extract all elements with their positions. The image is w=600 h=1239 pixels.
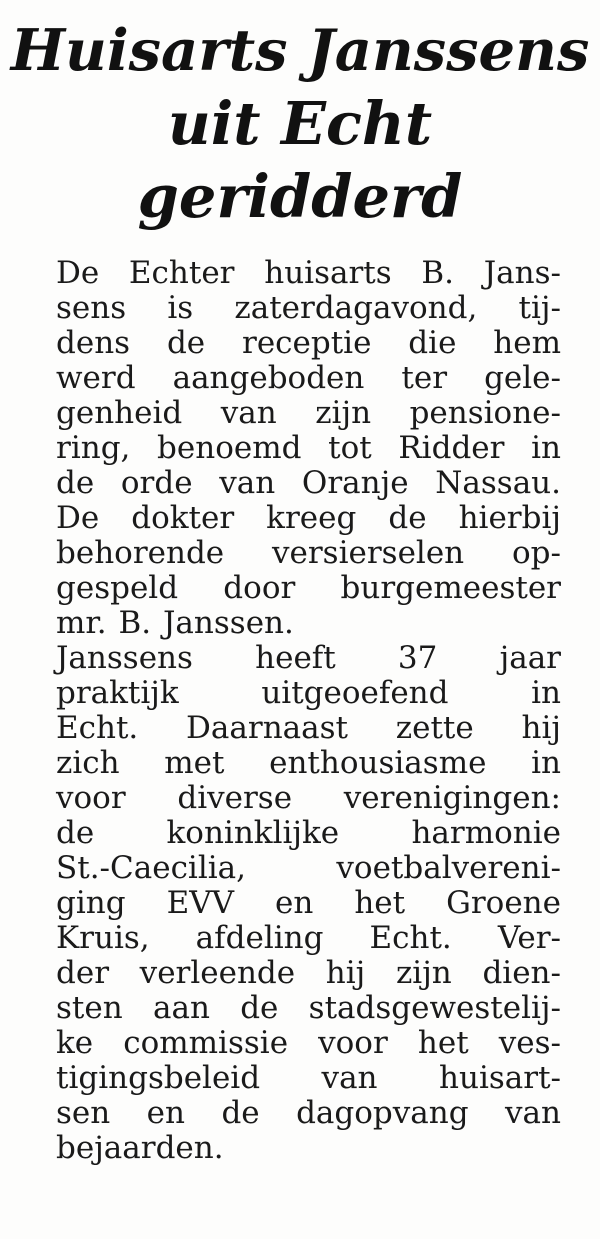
headline-line-3: geridderd	[137, 162, 463, 231]
text-line: genheid van zijn pensione-	[56, 395, 561, 431]
text-line: der verleende hij zijn dien-	[56, 955, 561, 991]
text-line: sens is zaterdagavond, tij-	[56, 290, 561, 326]
text-line: sen en de dagopvang van	[56, 1095, 561, 1131]
headline	[10, 14, 590, 233]
text-line: de orde van Oranje Nassau.	[56, 465, 561, 501]
text-line: St.-Caecilia, voetbalvereni-	[56, 850, 561, 886]
text-line: De Echter huisarts B. Jans-	[56, 255, 561, 291]
text-line: Echt. Daarnaast zette hij	[56, 710, 561, 746]
paragraph-1	[56, 256, 561, 641]
text-line: praktijk uitgeoefend in	[56, 675, 561, 711]
text-line: Kruis, afdeling Echt. Ver-	[56, 920, 561, 956]
text-line: ging EVV en het Groene	[56, 885, 561, 921]
text-line: werd aangeboden ter gele-	[56, 360, 561, 396]
text-line: sten aan de stadsgewestelij-	[56, 990, 561, 1026]
text-line: voor diverse verenigingen:	[56, 780, 561, 816]
headline-line-1: Huisarts Janssens	[10, 16, 590, 84]
text-line: dens de receptie die hem	[56, 325, 561, 361]
text-line: behorende versierselen op-	[56, 535, 561, 571]
text-line: De dokter kreeg de hierbij	[56, 500, 561, 536]
text-line: mr. B. Janssen.	[56, 605, 294, 641]
text-line: Janssens heeft 37 jaar	[56, 640, 561, 676]
text-line: ring, benoemd tot Ridder in	[56, 430, 561, 466]
text-line: tigingsbeleid van huisart-	[56, 1060, 561, 1096]
headline-line-2: uit Echt	[167, 89, 433, 158]
paragraph-2	[56, 641, 561, 1166]
text-line: gespeld door burgemeester	[56, 570, 561, 606]
text-line: ke commissie voor het ves-	[56, 1025, 561, 1061]
text-line: zich met enthousiasme in	[56, 745, 561, 781]
text-line: bejaarden.	[56, 1130, 224, 1166]
article-body	[56, 256, 561, 1166]
text-line: de koninklijke harmonie	[56, 815, 561, 851]
